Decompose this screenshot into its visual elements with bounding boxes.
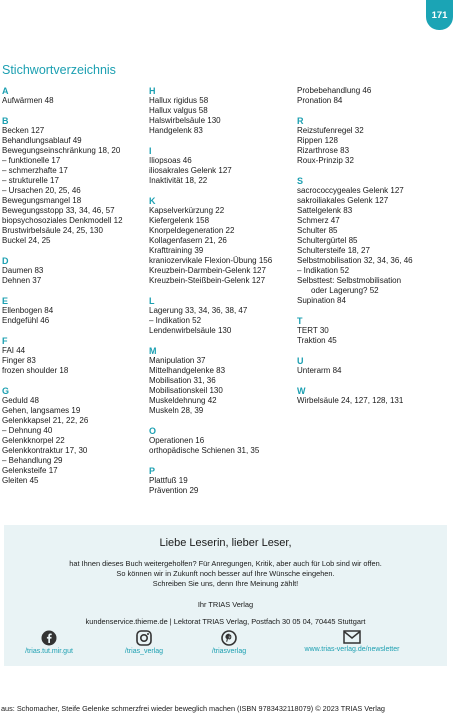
- index-entry: – Dehnung 40: [2, 426, 53, 435]
- index-entry: Kapselverkürzung 22: [149, 206, 225, 215]
- index-entry: Krafttraining 39: [149, 246, 204, 255]
- mail-icon: [343, 630, 361, 644]
- index-entry: Hallux valgus 58: [149, 106, 208, 115]
- index-entry: Plattfuß 19: [149, 476, 188, 485]
- index-entry: Gehen, langsames 19: [2, 406, 81, 415]
- index-letter: D: [2, 256, 9, 266]
- index-entry: Daumen 83: [2, 266, 44, 275]
- index-section: [297, 386, 457, 406]
- index-entry: Kreuzbein-Darmbein-Gelenk 127: [149, 266, 266, 275]
- index-entry: FAI 44: [2, 346, 26, 355]
- index-entry: Muskeln 28, 39: [149, 406, 204, 415]
- index-entry: Mittelhandgelenke 83: [149, 366, 226, 375]
- index-letter: U: [297, 356, 304, 366]
- index-letter: H: [149, 86, 156, 96]
- index-entry: kraniozervikale Flexion-Übung 156: [149, 256, 273, 265]
- index-entry: Iliopsoas 46: [149, 156, 192, 165]
- social-pinterest[interactable]: [194, 630, 264, 655]
- index-entry: Kiefergelenk 158: [149, 216, 210, 225]
- index-section: [297, 356, 457, 376]
- page-number: 171: [431, 9, 448, 21]
- index-column-2: [149, 86, 294, 506]
- index-section: [149, 426, 294, 456]
- index-entry: Dehnen 37: [2, 276, 42, 285]
- index-entry: Knorpeldegeneration 22: [149, 226, 235, 235]
- pinterest-icon: [221, 630, 237, 646]
- index-entry: Brustwirbelsäule 24, 25, 130: [2, 226, 103, 235]
- index-entry: sacrococcygeales Gelenk 127: [297, 186, 404, 195]
- index-entry: Pronation 84: [297, 96, 343, 105]
- index-entry: frozen shoulder 18: [2, 366, 69, 375]
- index-section: [149, 296, 294, 336]
- index-entry: Kreuzbein-Steißbein-Gelenk 127: [149, 276, 266, 285]
- index-entry: Lagerung 33, 34, 36, 38, 47: [149, 306, 248, 315]
- index-entry: – schmerzhafte 17: [2, 166, 68, 175]
- index-entry: oder Lagerung? 52: [311, 286, 379, 295]
- index-section: [149, 346, 294, 416]
- index-entry: Rizarthrose 83: [297, 146, 350, 155]
- index-entry: Aufwärmen 48: [2, 96, 54, 105]
- index-letter: B: [2, 116, 9, 126]
- index-letter: R: [297, 116, 304, 126]
- reader-feedback-box: [4, 525, 447, 666]
- index-section: [2, 256, 142, 286]
- index-entry: TERT 30: [297, 326, 329, 335]
- index-section: [297, 316, 457, 346]
- index-letter: L: [149, 296, 155, 306]
- social-label: /trias_verlag: [124, 648, 164, 655]
- index-column-1: [2, 86, 142, 496]
- index-letter: W: [297, 386, 306, 396]
- index-entry: Prävention 29: [149, 486, 199, 495]
- index-entry: Lendenwirbelsäule 130: [149, 326, 232, 335]
- index-section: [297, 86, 457, 106]
- index-entry: Bewegungsmangel 18: [2, 196, 82, 205]
- index-entry: Mobilisation 31, 36: [149, 376, 216, 385]
- index-entry: Becken 127: [2, 126, 45, 135]
- index-entry: Gelenksteife 17: [2, 466, 58, 475]
- reader-box-contact[interactable]: kundenservice.thieme.de | Lektorat TRIAS Verlag, Postfach 30 05 04, 70445 Stuttgart: [85, 617, 366, 626]
- index-entry: Traktion 45: [297, 336, 337, 345]
- index-letter: M: [149, 346, 157, 356]
- index-entry: – Ursachen 20, 25, 46: [2, 186, 81, 195]
- index-entry: Muskeldehnung 42: [149, 396, 217, 405]
- index-entry: – Indikation 52: [149, 316, 202, 325]
- index-section: [297, 176, 457, 306]
- index-entry: Mobilisationskeil 130: [149, 386, 223, 395]
- index-letter: G: [2, 386, 10, 396]
- index-section: [149, 466, 294, 496]
- index-entry: biopsychosoziales Denkmodell 12: [2, 216, 123, 225]
- social-label: /triasverlag: [211, 648, 247, 655]
- index-letter: A: [2, 86, 9, 96]
- index-section: [2, 86, 142, 106]
- reader-box-line: So können wir in Zukunft noch besser auf Ihre Wünsche eingehen.: [116, 569, 335, 578]
- social-newsletter[interactable]: [292, 630, 412, 653]
- index-section: [149, 196, 294, 286]
- index-section: [297, 116, 457, 166]
- page-number-badge: [426, 0, 453, 30]
- index-letter: P: [149, 466, 156, 476]
- index-letter: I: [149, 146, 152, 156]
- index-section: [2, 296, 142, 326]
- index-section: [149, 86, 294, 136]
- index-entry: Schmerz 47: [297, 216, 340, 225]
- social-label: /trias.tut.mir.gut: [25, 648, 73, 655]
- index-entry: Schultersteife 18, 27: [297, 246, 370, 255]
- index-entry: Gelenkknorpel 22: [2, 436, 65, 445]
- index-entry: Ellenbogen 84: [2, 306, 54, 315]
- reader-box-line: Schreiben Sie uns, denn Ihre Meinung zählt!: [152, 579, 299, 588]
- index-entry: Operationen 16: [149, 436, 205, 445]
- index-entry: Behandlungsablauf 49: [2, 136, 82, 145]
- index-letter: E: [2, 296, 9, 306]
- index-entry: Roux-Prinzip 32: [297, 156, 354, 165]
- index-entry: Endgefühl 46: [2, 316, 50, 325]
- index-entry: Sattelgelenk 83: [297, 206, 353, 215]
- reader-box-heading: Liebe Leserin, lieber Leser,: [159, 537, 292, 549]
- index-entry: Halswirbelsäule 130: [149, 116, 221, 125]
- reader-box-line: hat Ihnen dieses Buch weitergeholfen? Für Anregungen, Kritik, aber auch für Lob sind wir offen.: [69, 559, 382, 568]
- index-entry: – Indikation 52: [297, 266, 350, 275]
- index-letter: O: [149, 426, 157, 436]
- index-entry: Bewegungsstopp 33, 34, 46, 57: [2, 206, 115, 215]
- index-letter: K: [149, 196, 156, 206]
- index-letter: S: [297, 176, 304, 186]
- index-entry: Geduld 48: [2, 396, 39, 405]
- social-facebook[interactable]: [14, 630, 84, 655]
- index-entry: – strukturelle 17: [2, 176, 59, 185]
- index-letter: F: [2, 336, 8, 346]
- index-entry: Probebehandlung 46: [297, 86, 372, 95]
- index-entry: Manipulation 37: [149, 356, 206, 365]
- index-entry: Buckel 24, 25: [2, 236, 51, 245]
- social-instagram[interactable]: [109, 630, 179, 655]
- index-entry: Hallux rigidus 58: [149, 96, 209, 105]
- index-entry: iliosakrales Gelenk 127: [149, 166, 232, 175]
- index-section: [2, 386, 142, 486]
- index-entry: Inaktivität 18, 22: [149, 176, 208, 185]
- index-entry: Wirbelsäule 24, 127, 128, 131: [297, 396, 404, 405]
- source-footer: aus: Schomacher, Steife Gelenke schmerzfrei wieder beweglich machen (ISBN 9783432118079) © 2023 TRIAS Verlag: [1, 704, 385, 713]
- instagram-icon: [136, 630, 152, 646]
- index-entry: Supination 84: [297, 296, 346, 305]
- index-entry: orthopädische Schienen 31, 35: [149, 446, 260, 455]
- index-entry: Rippen 128: [297, 136, 338, 145]
- index-letter: T: [297, 316, 303, 326]
- index-section: [2, 336, 142, 376]
- index-entry: Bewegungseinschränkung 18, 20: [2, 146, 121, 155]
- index-entry: Unterarm 84: [297, 366, 342, 375]
- index-title: Stichwortverzeichnis: [2, 63, 116, 77]
- index-entry: – Behandlung 29: [2, 456, 63, 465]
- index-entry: Handgelenk 83: [149, 126, 203, 135]
- index-section: [2, 116, 142, 246]
- index-entry: Selbsttest: Selbstmobilisation: [297, 276, 402, 285]
- index-entry: Schultergürtel 85: [297, 236, 358, 245]
- index-entry: sakroiliakales Gelenk 127: [297, 196, 389, 205]
- index-column-3: [297, 86, 457, 416]
- index-entry: Reizstufenregel 32: [297, 126, 364, 135]
- index-entry: Finger 83: [2, 356, 36, 365]
- social-label: www.trias-verlag.de/newsletter: [304, 646, 400, 653]
- reader-box-signature: Ihr TRIAS Verlag: [197, 600, 254, 609]
- reader-box-text: [4, 559, 447, 589]
- index-entry: Gleiten 45: [2, 476, 39, 485]
- index-entry: Kollagenfasern 21, 26: [149, 236, 227, 245]
- index-section: [149, 146, 294, 186]
- facebook-icon: [41, 630, 57, 646]
- index-entry: Gelenkkapsel 21, 22, 26: [2, 416, 89, 425]
- index-entry: Gelenkkontraktur 17, 30: [2, 446, 88, 455]
- index-entry: Selbstmobilisation 32, 34, 36, 46: [297, 256, 413, 265]
- index-entry: – funktionelle 17: [2, 156, 61, 165]
- index-entry: Schulter 85: [297, 226, 338, 235]
